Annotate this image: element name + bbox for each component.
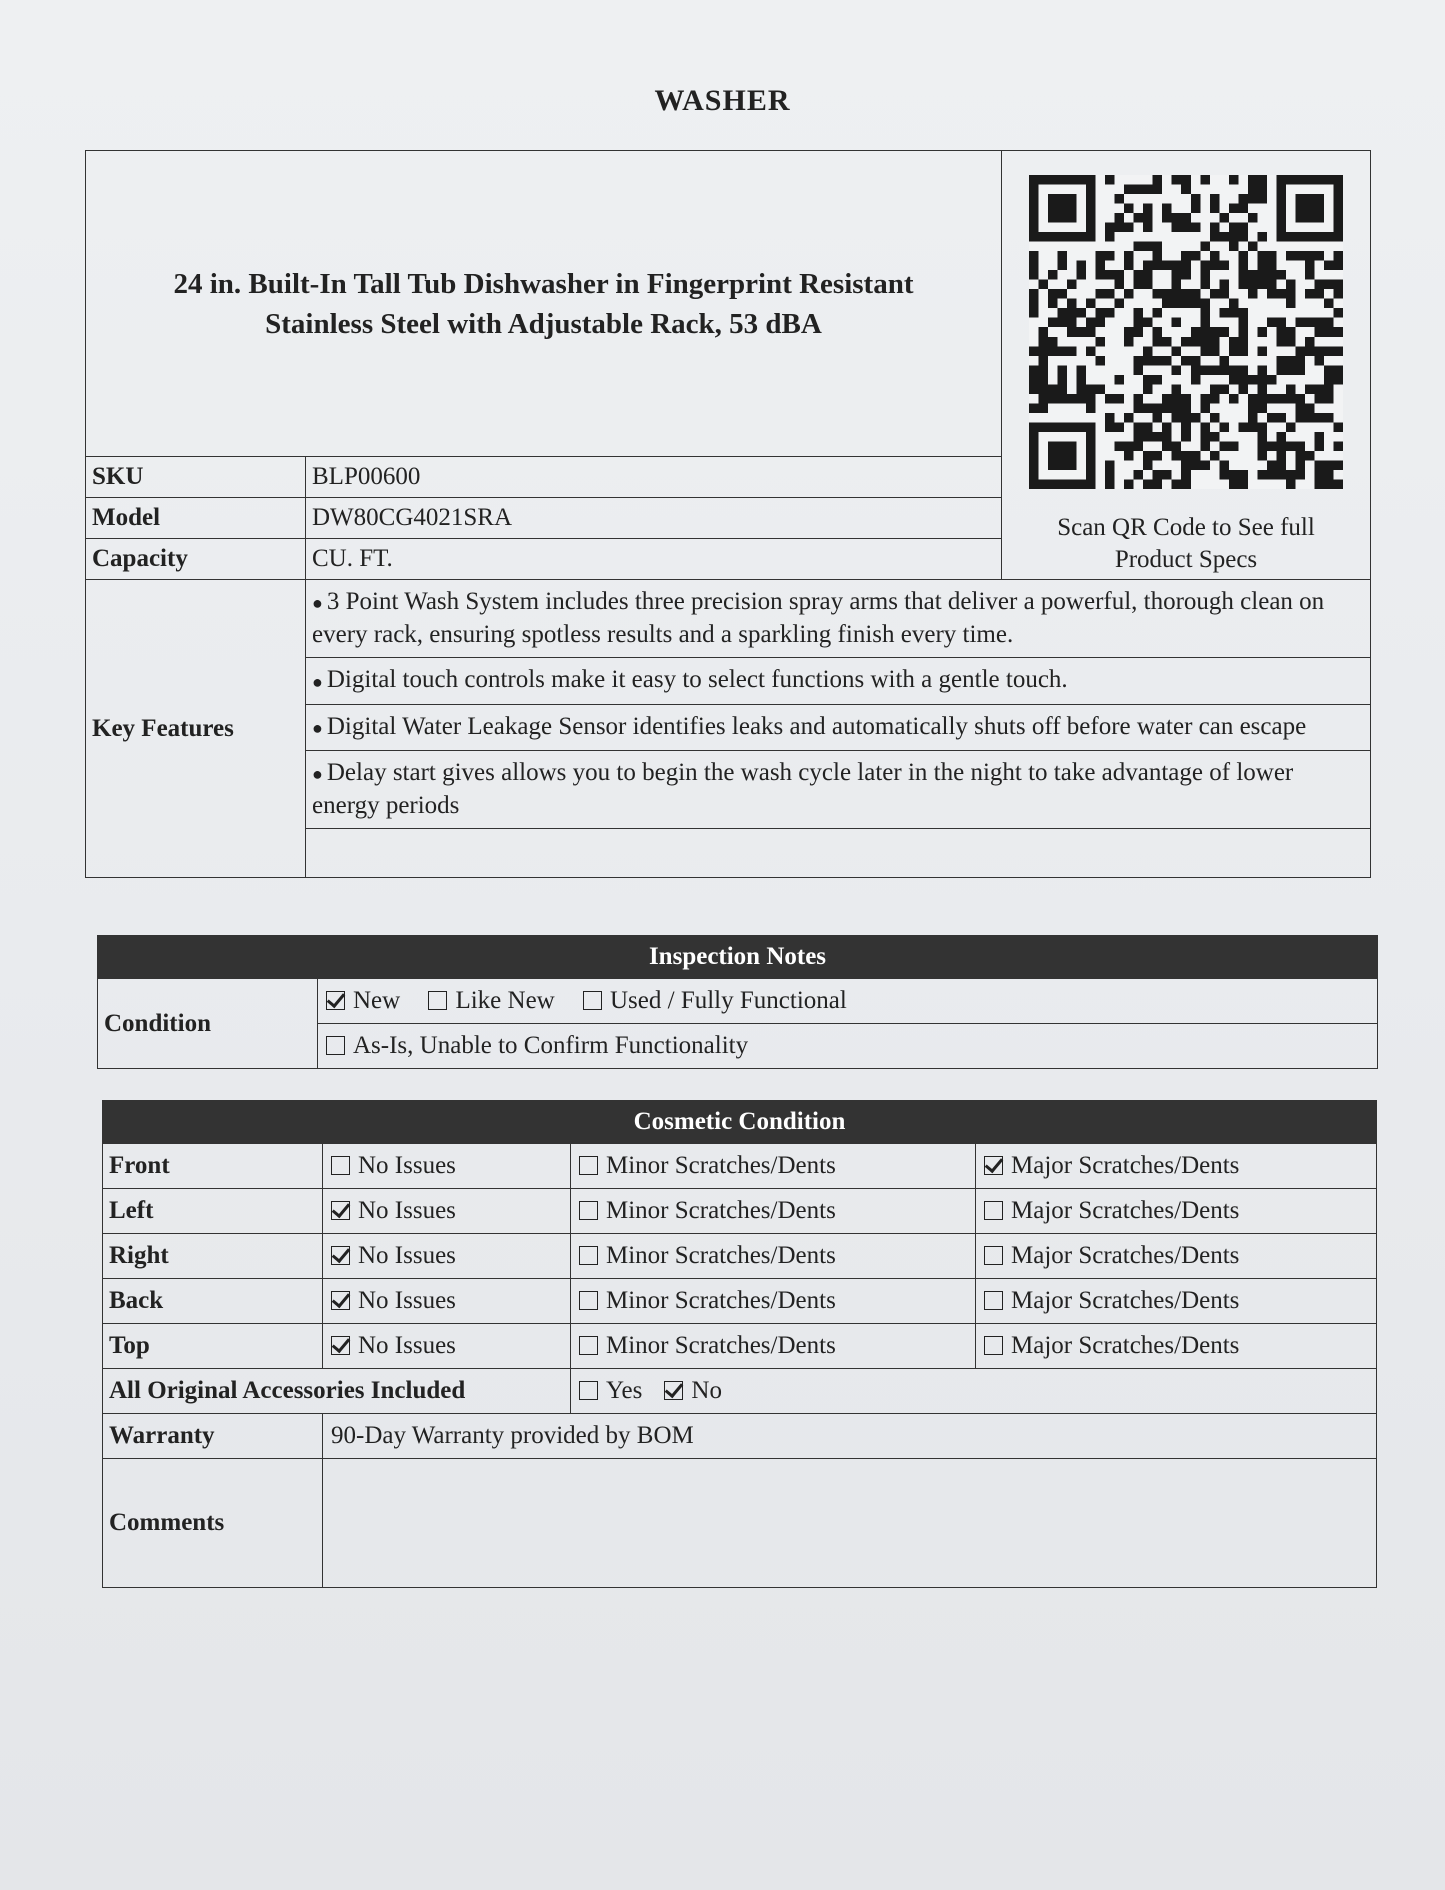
option-label: Yes — [606, 1377, 643, 1404]
condition-as-is[interactable] — [326, 1032, 748, 1059]
no-issues-cell — [323, 1189, 571, 1234]
key-feature-text: Delay start gives allows you to begin the wash cycle later in the night to take advantage of lower energy periods — [312, 758, 1294, 820]
cosmetic-row — [103, 1324, 1377, 1369]
major-cell — [976, 1234, 1377, 1279]
no-issues-cell — [323, 1144, 571, 1189]
sku-label: SKU — [86, 457, 306, 498]
bullet-icon: ● — [312, 671, 323, 692]
document-title: WASHER — [654, 84, 791, 117]
cosmetic-row — [103, 1279, 1377, 1324]
option-label: Major Scratches/Dents — [1011, 1242, 1240, 1269]
cosmetic-row — [103, 1189, 1377, 1234]
bullet-icon: ● — [312, 593, 323, 614]
option-label: Major Scratches/Dents — [1011, 1332, 1240, 1359]
major-scratches-option[interactable] — [984, 1197, 1239, 1224]
checkbox-icon[interactable] — [579, 1156, 598, 1175]
key-feature-item — [306, 658, 1371, 704]
capacity-label: Capacity — [86, 539, 306, 580]
checkbox-icon[interactable] — [579, 1336, 598, 1355]
option-label: Like New — [455, 987, 555, 1014]
checkbox-icon[interactable] — [579, 1246, 598, 1265]
checkbox-icon[interactable] — [331, 1291, 350, 1310]
no-issues-option[interactable] — [331, 1242, 456, 1269]
side-label: Top — [103, 1324, 323, 1369]
checkbox-icon[interactable] — [984, 1156, 1003, 1175]
checkbox-icon[interactable] — [331, 1201, 350, 1220]
major-cell — [976, 1324, 1377, 1369]
cosmetic-row — [103, 1234, 1377, 1279]
inspection-header: Inspection Notes — [98, 936, 1378, 979]
option-label: No Issues — [358, 1197, 456, 1224]
option-label: No Issues — [358, 1332, 456, 1359]
minor-scratches-option[interactable] — [579, 1242, 836, 1269]
bullet-icon: ● — [312, 717, 323, 738]
accessories-no[interactable] — [664, 1377, 722, 1404]
option-label: Used / Fully Functional — [610, 987, 847, 1014]
minor-cell — [571, 1324, 976, 1369]
condition-like-new[interactable] — [428, 987, 554, 1014]
condition-options-row2 — [318, 1024, 1378, 1069]
key-features-label: Key Features — [86, 580, 306, 878]
accessories-yes[interactable] — [579, 1377, 642, 1404]
key-feature-text: 3 Point Wash System includes three precision spray arms that deliver a powerful, thorough clean on every rack, ensuring spotless results and a sparkling finish every time. — [312, 588, 1325, 649]
accessories-options — [571, 1369, 1377, 1414]
key-feature-item — [306, 750, 1371, 828]
accessories-label: All Original Accessories Included — [103, 1369, 571, 1414]
major-cell — [976, 1189, 1377, 1234]
no-issues-cell — [323, 1234, 571, 1279]
option-label: Minor Scratches/Dents — [606, 1152, 836, 1179]
cosmetic-table — [102, 1100, 1377, 1588]
product-name-line2: Stainless Steel with Adjustable Rack, 53 dBA — [265, 307, 822, 340]
qr-caption-line2: Product Specs — [1114, 546, 1258, 573]
warranty-row — [103, 1414, 1377, 1459]
inspection-table — [97, 935, 1378, 1069]
option-label: Major Scratches/Dents — [1011, 1287, 1240, 1314]
model-label: Model — [86, 498, 306, 539]
checkbox-icon[interactable] — [331, 1246, 350, 1265]
major-scratches-option[interactable] — [984, 1242, 1239, 1269]
option-label: No Issues — [358, 1242, 456, 1269]
qr-cell — [1002, 151, 1371, 580]
comments-label: Comments — [103, 1459, 323, 1588]
option-label: No — [691, 1377, 722, 1404]
no-issues-option[interactable] — [331, 1197, 456, 1224]
minor-cell — [571, 1234, 976, 1279]
major-cell — [976, 1279, 1377, 1324]
checkbox-icon[interactable] — [326, 1036, 345, 1055]
no-issues-cell — [323, 1324, 571, 1369]
checkbox-icon[interactable] — [984, 1291, 1003, 1310]
condition-options-row1 — [318, 979, 1378, 1024]
qr-caption — [1003, 512, 1369, 576]
minor-cell — [571, 1144, 976, 1189]
condition-label: Condition — [98, 979, 318, 1069]
key-feature-text: Digital Water Leakage Sensor identifies leaks and automatically shuts off before water can escape — [326, 712, 1307, 740]
option-label: Minor Scratches/Dents — [606, 1242, 836, 1269]
checkbox-icon[interactable] — [331, 1336, 350, 1355]
cosmetic-row — [103, 1144, 1377, 1189]
side-label: Right — [103, 1234, 323, 1279]
product-name — [86, 151, 1002, 457]
major-scratches-option[interactable] — [984, 1152, 1239, 1179]
comments-field[interactable] — [323, 1459, 1377, 1588]
warranty-label: Warranty — [103, 1414, 323, 1459]
side-label: Back — [103, 1279, 323, 1324]
major-cell — [976, 1144, 1377, 1189]
key-feature-text: Digital touch controls make it easy to select functions with a gentle touch. — [326, 666, 1068, 694]
option-label: Major Scratches/Dents — [1011, 1152, 1240, 1179]
no-issues-option[interactable] — [331, 1287, 456, 1314]
key-feature-item — [306, 704, 1371, 750]
minor-cell — [571, 1279, 976, 1324]
checkbox-icon[interactable] — [428, 991, 447, 1010]
product-table — [85, 150, 1371, 878]
checkbox-icon[interactable] — [984, 1336, 1003, 1355]
option-label: No Issues — [358, 1152, 456, 1179]
comments-row — [103, 1459, 1377, 1588]
side-label: Front — [103, 1144, 323, 1189]
qr-code[interactable] — [1029, 175, 1343, 489]
qr-caption-line1: Scan QR Code to See full — [1057, 514, 1315, 541]
capacity-value: CU. FT. — [306, 539, 1002, 580]
model-value: DW80CG4021SRA — [306, 498, 1002, 539]
major-scratches-option[interactable] — [984, 1287, 1239, 1314]
major-scratches-option[interactable] — [984, 1332, 1239, 1359]
option-label: Minor Scratches/Dents — [606, 1332, 836, 1359]
option-label: As-Is, Unable to Confirm Functionality — [353, 1032, 749, 1059]
key-feature-empty — [306, 829, 1371, 878]
checkbox-icon[interactable] — [579, 1291, 598, 1310]
option-label: New — [353, 987, 401, 1014]
checkbox-icon[interactable] — [664, 1381, 683, 1400]
condition-new[interactable] — [326, 987, 400, 1014]
no-issues-option[interactable] — [331, 1152, 456, 1179]
minor-cell — [571, 1189, 976, 1234]
checkbox-icon[interactable] — [984, 1246, 1003, 1265]
bullet-icon: ● — [312, 764, 323, 785]
option-label: No Issues — [358, 1287, 456, 1314]
checkbox-icon[interactable] — [579, 1381, 598, 1400]
minor-scratches-option[interactable] — [579, 1332, 836, 1359]
option-label: Major Scratches/Dents — [1011, 1197, 1240, 1224]
no-issues-option[interactable] — [331, 1332, 456, 1359]
product-name-line1: 24 in. Built-In Tall Tub Dishwasher in Fingerprint Resistant — [173, 267, 914, 300]
minor-scratches-option[interactable] — [579, 1197, 836, 1224]
warranty-value: 90-Day Warranty provided by BOM — [323, 1414, 1377, 1459]
option-label: Minor Scratches/Dents — [606, 1287, 836, 1314]
sku-value: BLP00600 — [306, 457, 1002, 498]
accessories-row — [103, 1369, 1377, 1414]
no-issues-cell — [323, 1279, 571, 1324]
condition-used[interactable] — [583, 987, 847, 1014]
cosmetic-header: Cosmetic Condition — [103, 1101, 1377, 1144]
checkbox-icon[interactable] — [579, 1201, 598, 1220]
minor-scratches-option[interactable] — [579, 1152, 836, 1179]
option-label: Minor Scratches/Dents — [606, 1197, 836, 1224]
key-feature-item — [306, 580, 1371, 658]
checkbox-icon[interactable] — [326, 991, 345, 1010]
minor-scratches-option[interactable] — [579, 1287, 836, 1314]
side-label: Left — [103, 1189, 323, 1234]
checkbox-icon[interactable] — [583, 991, 602, 1010]
checkbox-icon[interactable] — [984, 1201, 1003, 1220]
checkbox-icon[interactable] — [331, 1156, 350, 1175]
